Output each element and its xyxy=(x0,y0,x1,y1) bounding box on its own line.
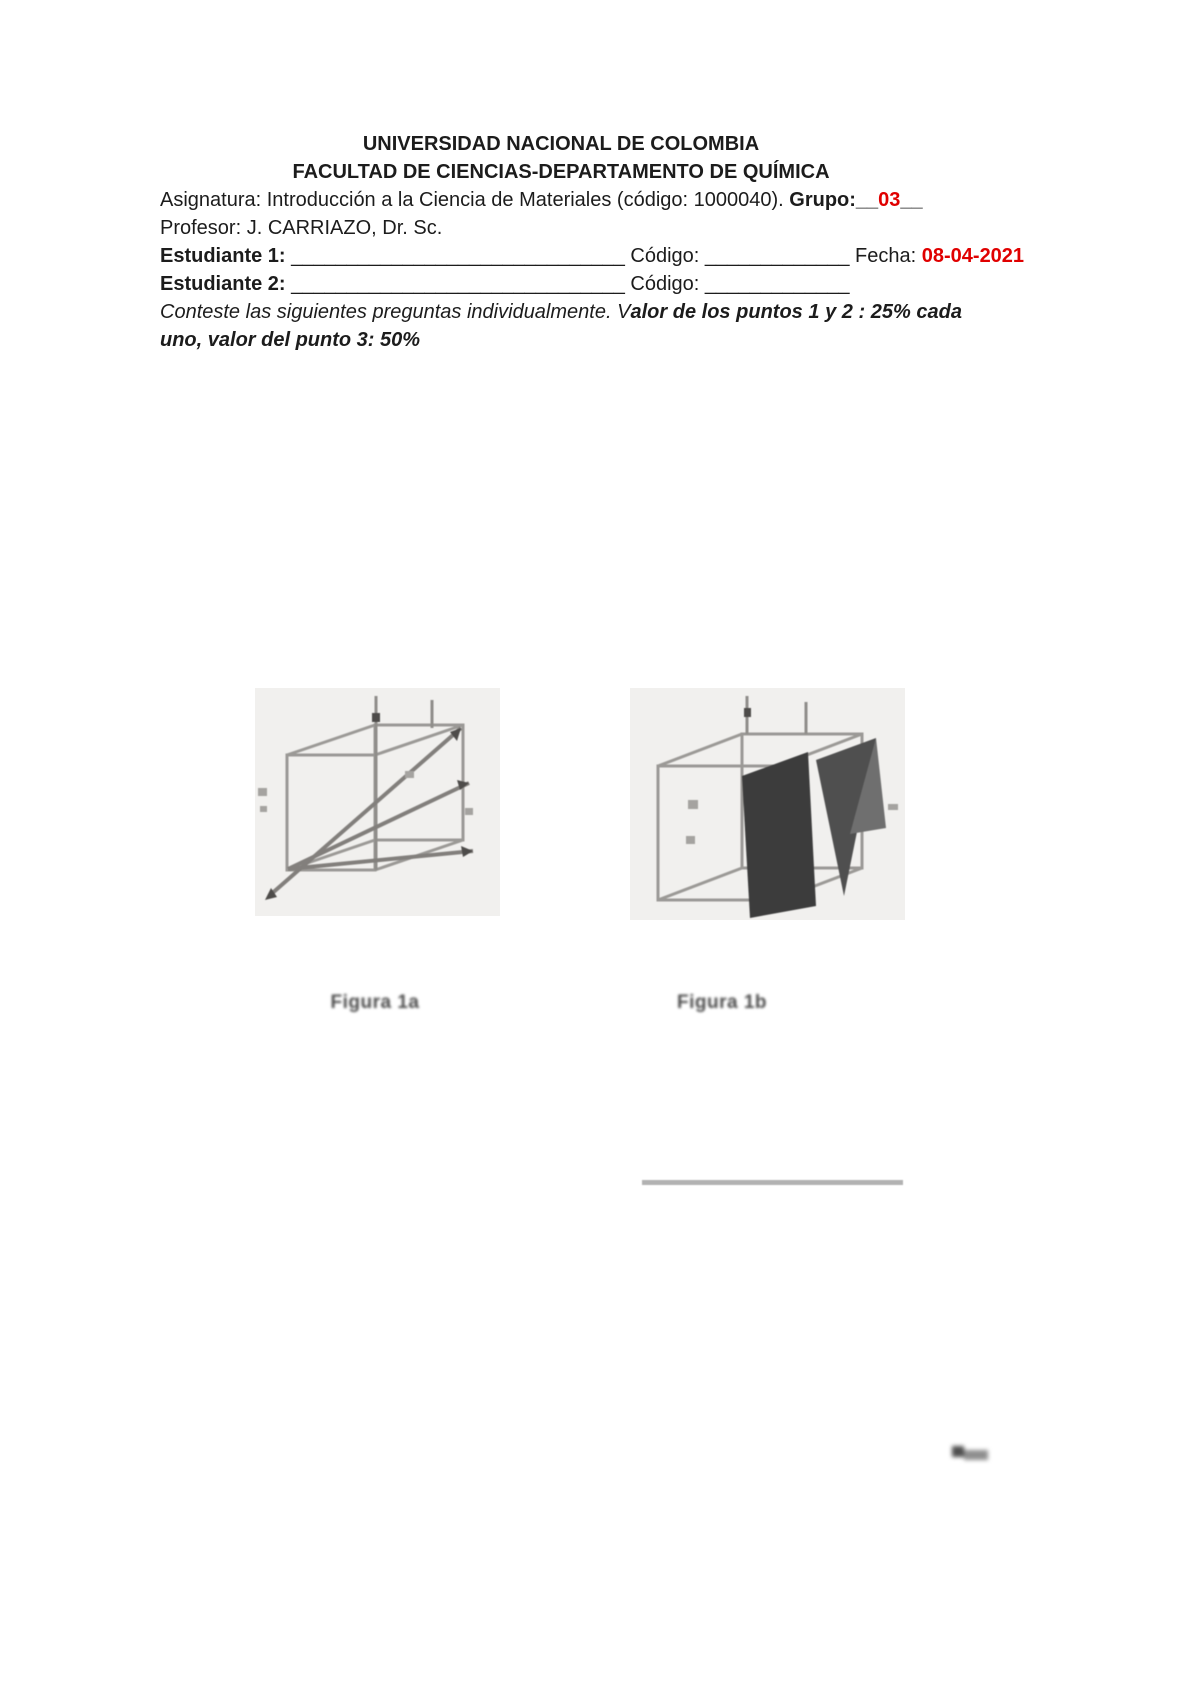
smudge-light-blob xyxy=(964,1450,988,1460)
student-1-code-blank: _____________ xyxy=(704,245,856,267)
university-title: UNIVERSIDAD NACIONAL DE COLOMBIA xyxy=(362,133,760,155)
student-1-code-label: Código: xyxy=(630,245,705,267)
faculty-title: FACULTAD DE CIENCIAS-DEPARTAMENTO DE QUÍMICA xyxy=(292,161,830,183)
unit-cell-directions-drawing xyxy=(255,688,500,916)
group-underscore-left: __ xyxy=(855,189,879,211)
student-1-line xyxy=(160,242,1025,270)
course-name-text: Asignatura: Introducción a la Ciencia de Materiales (código: 1000040). xyxy=(160,189,790,211)
figure-1a-image xyxy=(255,688,500,916)
date-value: 08-04-2021 xyxy=(921,245,1025,267)
date-label: Fecha: xyxy=(855,245,922,267)
group-value: 03 xyxy=(878,189,901,211)
student-2-code-blank: _____________ xyxy=(704,273,850,295)
illegible-text-smudge xyxy=(948,1442,992,1464)
figure-1a-caption: Figura 1a xyxy=(330,992,420,1013)
smudge-dark-blob xyxy=(952,1446,964,1457)
document-text-block xyxy=(160,130,1025,354)
student-2-name-blank: ______________________________ xyxy=(285,273,631,295)
student-2-code-label: Código: xyxy=(630,273,705,295)
professor-line: Profesor: J. CARRIAZO, Dr. Sc. xyxy=(160,217,443,239)
group-label: Grupo: xyxy=(789,189,856,211)
unit-cell-planes-drawing xyxy=(630,688,905,920)
instructions-bold-text: alor de los puntos 1 y 2 : 25% cada uno, valor del punto 3: 50% xyxy=(160,301,962,351)
student-1-label: Estudiante 1: xyxy=(160,245,286,267)
horizontal-divider-line xyxy=(642,1180,903,1185)
student-1-name-blank: ______________________________ xyxy=(285,245,631,267)
group-underscore-right: __ xyxy=(900,189,923,211)
instructions-normal-text: Conteste las siguientes preguntas individualmente. V xyxy=(160,301,631,323)
instructions-paragraph xyxy=(160,298,962,354)
figure-1b-caption: Figura 1b xyxy=(676,992,767,1013)
student-2-label: Estudiante 2: xyxy=(160,273,286,295)
student-2-line xyxy=(160,270,962,298)
course-line xyxy=(160,186,962,214)
figure-1b-image xyxy=(630,688,905,920)
